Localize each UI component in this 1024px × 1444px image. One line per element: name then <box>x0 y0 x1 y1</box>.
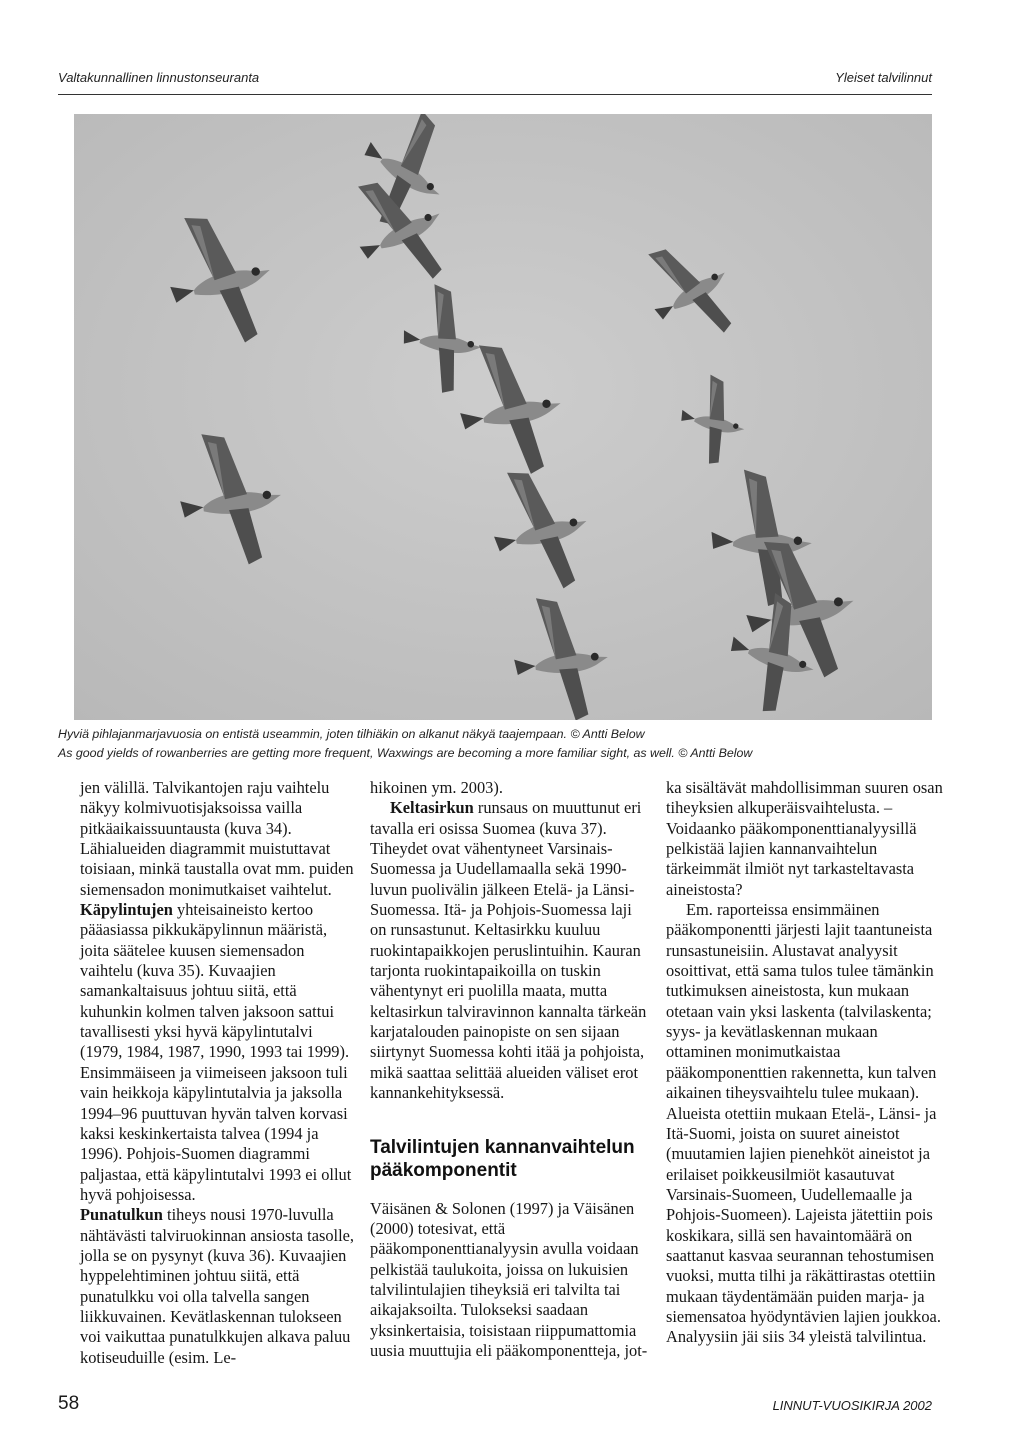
waxwing-flock-icon <box>74 114 932 720</box>
paragraph <box>370 798 648 1103</box>
text-column-2 <box>370 778 648 1361</box>
paragraph: jen välillä. Talvikantojen raju vaihtelu näkyy kolmivuotisjaksoissa vailla pitkäaikaissuuntausta (kuva 34). Lähialueiden diagrammit muistuttavat toisiaan, minkä taustalla ovat mm. puiden siemensadon monimutkaiset vaihtelut. <box>80 778 354 899</box>
waxwing-photo <box>74 114 932 720</box>
species-name: Käpylintujen <box>80 900 173 920</box>
paragraph: Väisänen & Solonen (1997) ja Väisänen (2000) totesivat, että pääkomponenttianalyysin avulla voidaan pelkistää taulukoita, joissa on lukuisien talvilintulajien tiheyksiä eri talvilta tai aikajaksoilta. Tulokseksi saadaan yksinkertaisia, toisistaan riippumattomia uusia muuttujia eli pääkomponentteja, jot- <box>370 1198 648 1360</box>
photo-caption <box>58 725 964 763</box>
running-head-left: Valtakunnallinen linnustonseuranta <box>58 70 260 85</box>
paragraph-text: tiheys nousi 1970-luvulla nähtävästi talviruokinnan ansiosta tasolle, jolla se on pysynyt (kuva 36). Kuvaajien hyppelehtiminen johtuu siitä, että punatulkku voi olla talvella sangen liikkuvainen. Kevätlaskennan tulokseen voi vaikuttaa punatulkkujen alkava paluu kotiseuduille (esim. Le- <box>80 1205 355 1367</box>
paragraph <box>80 900 358 1205</box>
paragraph-text: yhteisaineisto kertoo pääasiassa pikkukäpylinnun määristä, joita säätelee kuusen siemensadon vaihtelu (kuva 35). Kuvaajien samankaltaisuus johtuu siitä, että kuhunkin kolmen talven jaksoon sattui tavallisesti yksi hyvä käpylintutalvi (1979, 1984, 1987, 1990, 1993 tai 1999). Ensimmäiseen ja viimeiseen jaksoon tuli vain heikkoja käpylintutalvia ja jaksolla 1994–96 puuttuvan hyvän talven korvasi kaksi keskinkertaista talvea (1994 ja 1996). Pohjois-Suomen diagrammi paljastaa, että käpylintutalvi 1993 ei ollut hyvä pohjoisessa. <box>80 900 352 1204</box>
section-heading: Talvilintujen kannanvaihtelun pääkomponentit <box>370 1136 635 1181</box>
publication-title: LINNUT-VUOSIKIRJA 2002 <box>772 1398 932 1413</box>
paragraph-text: runsaus on muuttunut eri tavalla eri osissa Suomea (kuva 37). Tiheydet ovat vähentyneet Varsinais-Suomessa ja Uudellamaalla sekä 1990-luvun puolivälin jälkeen Etelä- ja Länsi-Suomessa. Itä- ja Pohjois-Suomessa laji on runsastunut. Keltasirkku kuuluu ruokintapaikkojen peruslintuihin. Kauran tarjonta ruokintapaikoilla on tuskin vähentynyt eri puolilla maata, mutta keltasirkun talviravinnon kannalta tärkeän karjatalouden painopiste on sen sijaan siirtynyt Suomessa kohti itää ja pohjoista, mikä saattaa selittää alueiden väliset erot kannankehityksessä. <box>370 798 647 1103</box>
paragraph <box>80 1205 358 1368</box>
running-head <box>58 70 932 85</box>
paragraph: Em. raporteissa ensimmäinen pääkomponentti järjesti lajit taantuneista runsastuneisiin. Alustavat analyysit osoittivat, että sama tulos tulee tämänkin tutkimuksen aineistosta, kun mukaan otetaan vain yksi laskenta (talvilaskenta; syys- ja kevätlaskennan mukaan ottaminen monimutkaistaa pääkomponenttien rakennetta, kun talven aikainen tiheysvaihtelu tulee mukaan). Alueista otettiin mukaan Etelä-, Länsi- ja Itä-Suomi, joista on suuret aineistot (muutamien lajien pienehköt aineistot ja erilaiset poikkeusilmiöt kasautuvat Varsinais-Suomeen, Uudellemaalle ja Pohjois-Suomeen). Lajeista jätettiin pois koskikara, sillä sen havaintomäärä on saattanut kasvaa seurannan tehostumisen vuoksi, mutta tilhi ja räkättirastas otettiin mukaan täydentämään puiden marja- ja siemensatoa hyödyntävien lajien joukkoa. Analyysiin jäi siis 34 yleistä talvilintua. <box>666 900 941 1347</box>
running-head-right: Yleiset talvilinnut <box>835 70 932 85</box>
page-number: 58 <box>58 1393 80 1414</box>
caption-english: As good yields of rowanberries are getting more frequent, Waxwings are becoming a more familiar sight, as well. © Antti Below <box>58 746 753 760</box>
text-column-3 <box>666 778 944 1348</box>
species-name: Keltasirkun <box>390 798 474 818</box>
caption-finnish: Hyviä pihlajanmarjavuosia on entistä useammin, joten tilhiäkin on alkanut näkyä taajempaan. © Antti Below <box>58 727 645 741</box>
paragraph: hikoinen ym. 2003). <box>370 778 503 797</box>
header-rule <box>58 94 932 95</box>
species-name: Punatulkun <box>80 1205 163 1225</box>
paragraph: ka sisältävät mahdollisimman suuren osan tiheyksien alkuperäisvaihtelusta. – Voidaanko pääkomponenttianalyysillä pelkistää lajien kannanvaihtelun tärkeimmät ilmiöt nyt tarkasteltavasta aineistosta? <box>666 778 943 899</box>
text-column-1 <box>80 778 358 1368</box>
